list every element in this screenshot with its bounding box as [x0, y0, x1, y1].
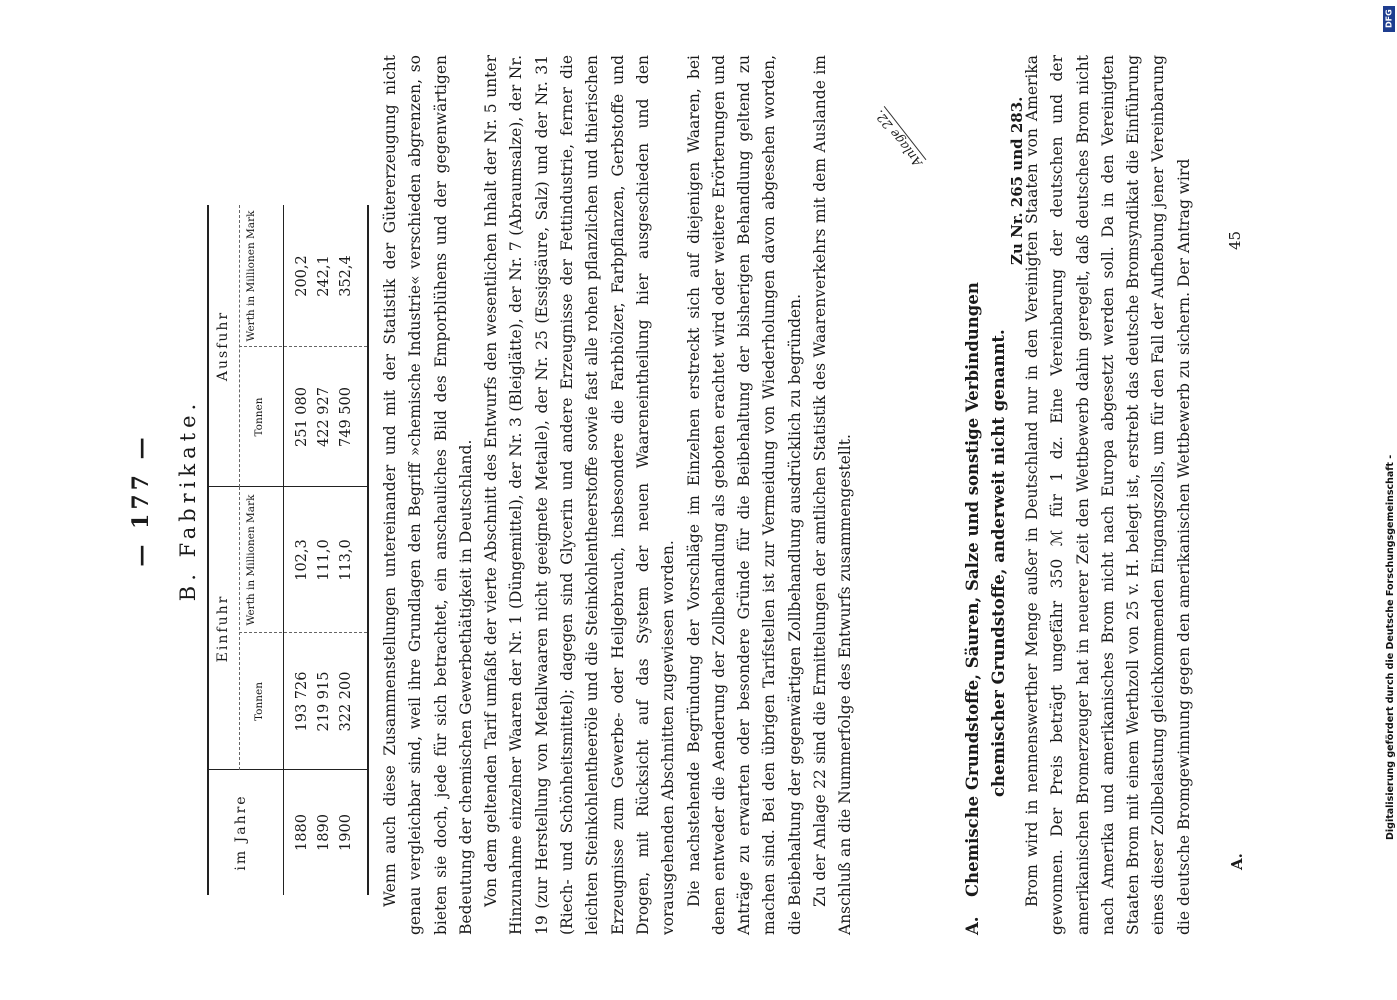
sub-header-tonnen-export: Tonnen: [253, 397, 265, 437]
cell-import-tonnen: 322 200: [338, 671, 354, 732]
cell-import-tonnen: 193 726: [294, 671, 310, 732]
statistics-table: [207, 205, 369, 895]
section-a-title-line2: chemischer Grundstoffe, anderweit nicht genannt.: [989, 329, 1008, 797]
cell-export-werth: 200,2: [294, 255, 310, 297]
cell-year: 1880: [294, 814, 310, 851]
sub-header-werth-import: Werth in Millionen Mark: [245, 494, 257, 626]
cell-import-tonnen: 219 915: [316, 671, 332, 732]
section-a-title-line1: Chemische Grundstoffe, Säuren, Salze und sonstige Verbindungen: [963, 282, 982, 897]
body-text: [378, 55, 859, 935]
cell-year: 1900: [338, 814, 354, 851]
paragraph: Die nachstehende Begründung der Vorschläge im Einzelnen erstreckt sich auf diejenigen Waaren, bei denen entweder die Aenderung der Zollbehandlung als geboten erachtet wird oder weitere Erörterungen und Anträge zu erwarten oder besondere Gründe für die Beibehaltung der bisherigen Behandlung geltend zu machen sind. Bei den übrigen Tarifstellen ist zur Vermeidung von Wiederholungen davon abgesehen worden, die Beibehaltung der gegenwärtigen Zollbehandlung ausdrücklich zu begründen.: [684, 55, 804, 935]
cell-export-tonnen: 422 927: [316, 387, 332, 447]
section-a-letter: A.: [963, 916, 982, 935]
col-header-import: Einfuhr: [215, 594, 231, 663]
cell-import-werth: 102,3: [294, 539, 310, 581]
cell-import-werth: 113,0: [338, 539, 354, 581]
sub-header-werth-export: Werth in Millionen Mark: [245, 210, 257, 342]
section-a-heading: [960, 55, 1012, 935]
cell-export-tonnen: 749 500: [338, 387, 354, 447]
sub-header-tonnen-import: Tonnen: [253, 682, 265, 722]
paragraph: Wenn auch diese Zusammenstellungen untereinander und mit der Statistik der Gütererzeugung nicht genau vergleichbar sind, weil ihre Grundlagen den Begriff »chemische Industrie« verschieden abgrenzen, so bieten sie doch, jede für sich betrachtet, ein anschauliches Bild des Emporblühens und der gegenwärtigen Bedeutung der chemischen Gewerbethätigkeit in Deutschland.: [381, 55, 475, 935]
margin-reference: Zu Nr. 265 und 283.: [1008, 96, 1026, 265]
margin-note-anlage: Anlage 22.: [871, 107, 925, 170]
paragraph: Zu der Anlage 22 sind die Ermittelungen der amtlichen Statistik des Waarenverkehrs mit dem Auslande im Anschluß an die Nummerfolge des Entwurfs zusammengestellt.: [811, 55, 855, 935]
col-header-export: Ausfuhr: [215, 310, 231, 382]
table-header-rule: [283, 205, 284, 895]
cell-export-werth: 352,4: [338, 255, 354, 297]
cell-export-werth: 242,1: [316, 255, 332, 297]
cell-year: 1890: [316, 814, 332, 851]
dfg-logo-icon: DFG: [1383, 6, 1395, 32]
section-a-body: [1020, 55, 1197, 935]
table-rule: [239, 205, 240, 487]
sheet-number: 45: [1226, 230, 1244, 250]
section-b-heading: B. Fabrikate.: [176, 398, 200, 602]
cell-import-werth: 111,0: [316, 539, 332, 581]
col-header-year: im Jahre: [233, 794, 249, 871]
digitization-credit: Digitalisierung gefördert durch die Deutsche Forschungsgemeinschaft -: [1385, 454, 1396, 840]
paragraph: Brom wird in nennenswerther Menge außer in Deutschland nur in den Vereinigten Staaten von Amerika gewonnen. Der Preis beträgt ungefähr 350 ℳ für 1 dz. Eine Vereinbarung der deutschen und der amerikanischen Bromerzeuger hat in neuerer Zeit den Wettbewerb dahin geregelt, daß deutsches Brom nicht nach Amerika und amerikanisches Brom nicht nach Europa abgesetzt werden soll. Da in den Vereinigten Staaten Brom mit einem Werthzoll von 25 v. H. belegt ist, erstrebt das deutsche Bromsyndikat die Einführung eines dieser Zollbelastung gleichkommenden Eingangszolls, um für den Fall der Aufhebung jener Vereinbarung die deutsche Bromgewinnung gegen den amerikanischen Wettbewerb zu sichern. Der Antrag wird: [1023, 55, 1193, 935]
cell-export-tonnen: 251 080: [294, 387, 310, 447]
table-rule: [239, 487, 240, 770]
paragraph: Von dem geltenden Tarif umfaßt der vierte Abschnitt des Entwurfs den wesentlichen Inhalt der Nr. 5 unter Hinzunahme einzelner Waaren der Nr. 1 (Düngemittel), der Nr. 3 (Bleiglätte), der Nr. 7 (Abraumsalze), der Nr. 19 (zur Herstellung von Metallwaaren nicht geeignete Metalle), der Nr. 25 (Essigsäure, Salz) und der Nr. 31 (Riech- und Schönheitsmittel); dagegen sind Glycerin und andere Erzeugnisse der Fettindustrie, ferner die leichten Steinkohlentheeröle und die Steinkohlentheerstoffe sowie fast alle rohen pflanzlichen und thierischen Erzeugnisse zum Gewerbe- oder Heilgebrauch, insbesondere die Farbhölzer, Farbpflanzen, Gerbstoffe und Drogen, mit Rücksicht auf das System der neuen Waareneintheilung hier ausgeschieden und den vorausgehenden Abschnitten zugewiesen worden.: [482, 55, 678, 935]
page-number: — 177 —: [128, 433, 154, 567]
signature-mark: A.: [1228, 853, 1246, 870]
